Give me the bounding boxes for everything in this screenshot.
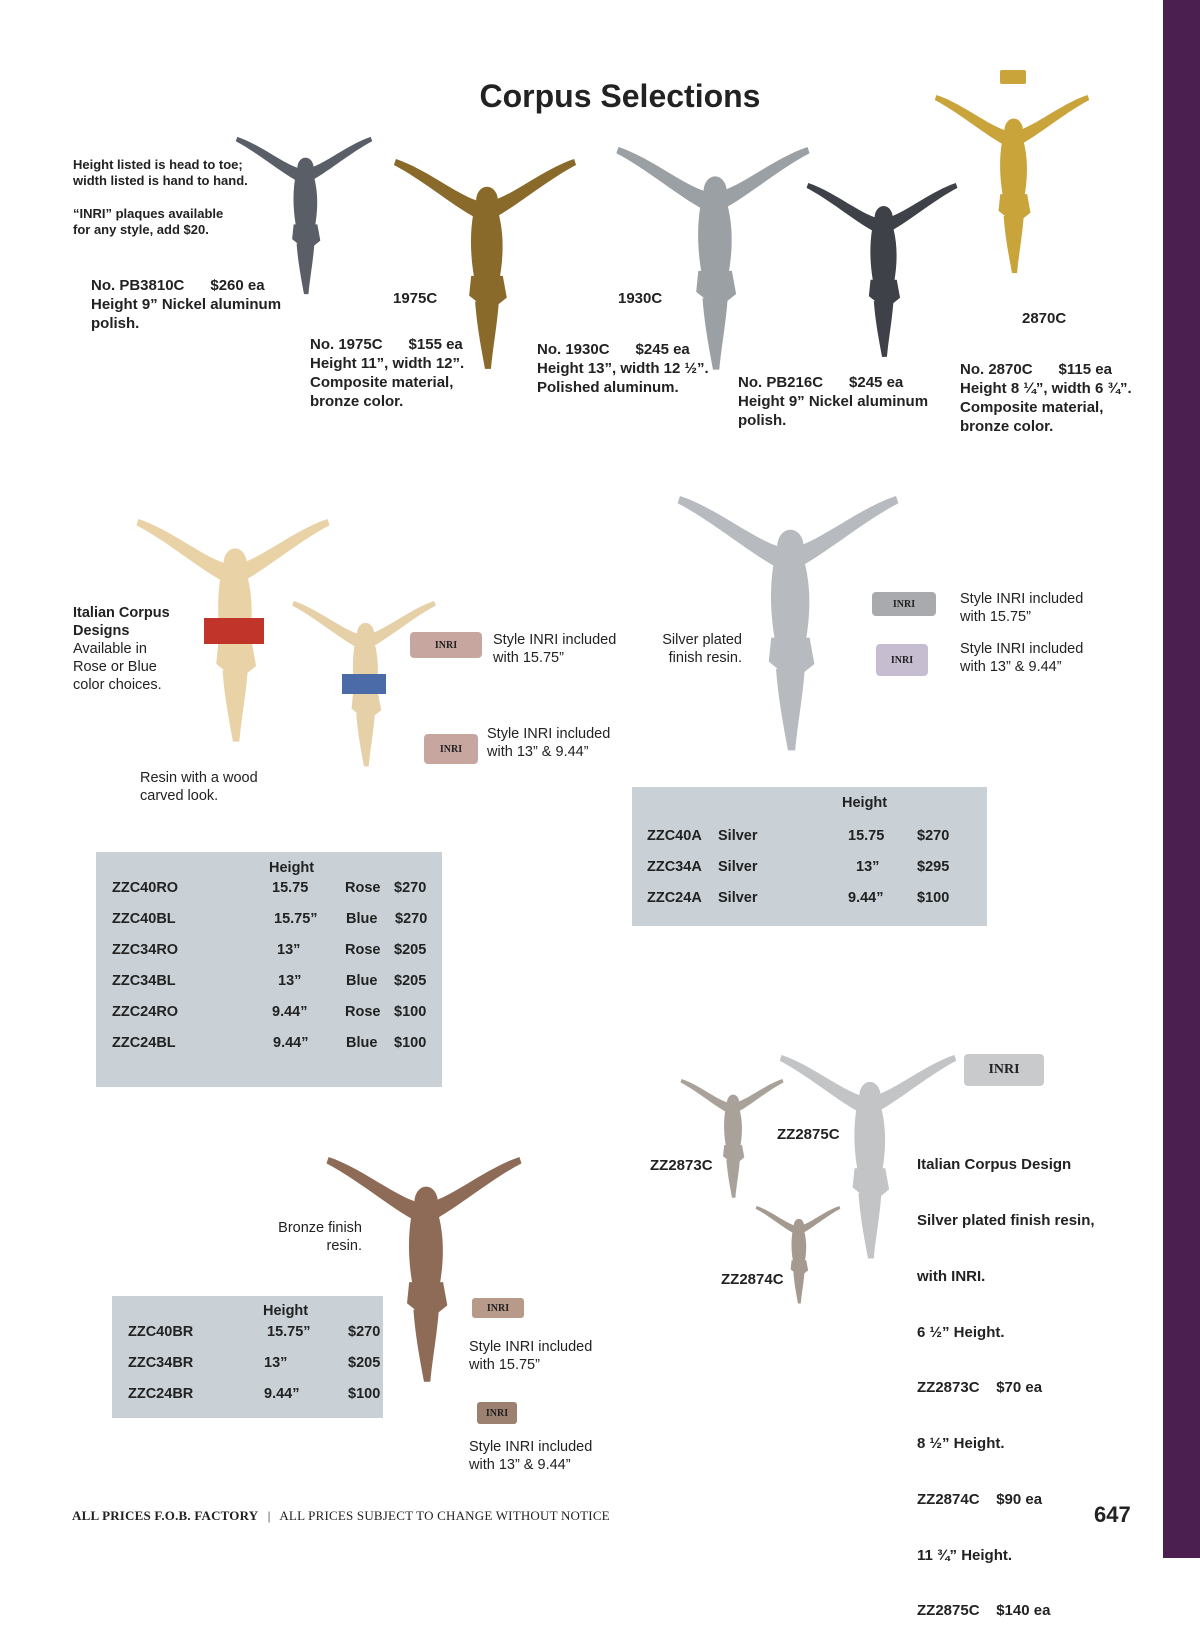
page-accent-sidebar xyxy=(1163,0,1200,1558)
bronze-inri-large-caption xyxy=(469,1338,592,1374)
cell-height: 9.44” xyxy=(264,1386,300,1402)
product-spec: Height 9” Nickel aluminum xyxy=(91,296,282,313)
cell-finish: Silver xyxy=(718,890,758,906)
product-spec: polish. xyxy=(738,412,787,429)
product-pb3810c xyxy=(91,276,281,333)
product-number: No. PB216C xyxy=(738,374,824,391)
caption-line: Resin with a wood xyxy=(140,770,258,786)
cell-price: $270 xyxy=(348,1324,381,1340)
inri-plaque-large-rose xyxy=(410,632,482,658)
section-heading: Italian Corpus xyxy=(73,605,170,621)
cell-height: 15.75 xyxy=(848,828,885,844)
caption-line: Style INRI included xyxy=(960,641,1084,657)
product-spec: polish. xyxy=(91,315,140,332)
inri-small-caption xyxy=(487,725,610,761)
caption-line: with 15.75” xyxy=(960,609,1031,625)
italian-price-table xyxy=(96,852,442,1087)
corpus-pb3810c-image xyxy=(226,122,382,300)
cell-color: Rose xyxy=(345,880,381,896)
product-spec: Composite material, xyxy=(960,399,1104,416)
product-2870c xyxy=(960,360,1132,436)
label-zz2875c: ZZ2875C xyxy=(777,1126,840,1143)
zz-line: 6 ½” Height. xyxy=(917,1323,1005,1341)
silver-price-table xyxy=(632,787,987,926)
wood-caption xyxy=(140,769,258,805)
product-spec: bronze color. xyxy=(960,418,1054,435)
inri-note xyxy=(73,206,223,238)
silver-inri-large-caption xyxy=(960,590,1083,626)
product-spec: bronze color. xyxy=(310,393,404,410)
product-number: No. 2870C xyxy=(960,361,1033,378)
section-desc: Available in xyxy=(73,641,147,657)
caption-line: Style INRI included xyxy=(487,726,611,742)
cell-color: Blue xyxy=(346,1035,378,1051)
cell-price: $205 xyxy=(394,942,427,958)
page-title: Corpus Selections xyxy=(479,78,761,114)
cell-code: ZZC24A xyxy=(647,890,702,906)
product-price: $115 ea xyxy=(1058,361,1112,378)
bronze-price-table xyxy=(112,1296,383,1418)
plaque-text: INRI xyxy=(890,654,914,666)
note-line: width listed is hand to hand. xyxy=(73,173,248,188)
cell-code: ZZC40RO xyxy=(112,880,179,896)
cell-price: $295 xyxy=(917,859,950,875)
label-1930c: 1930C xyxy=(618,290,663,307)
inri-plaque-2870c xyxy=(1000,70,1026,84)
product-price: $155 ea xyxy=(408,336,463,353)
product-spec: Composite material, xyxy=(310,374,454,391)
product-number: No. 1930C xyxy=(537,341,610,358)
caption-line: resin. xyxy=(326,1238,362,1254)
plaque-text: INRI xyxy=(434,639,458,651)
plaque-text: INRI xyxy=(439,743,463,755)
zz-line: ZZ2873C $70 ea xyxy=(917,1379,1043,1397)
bronze-caption xyxy=(276,1219,362,1255)
cell-code: ZZC34BR xyxy=(128,1355,194,1371)
cell-height: 13” xyxy=(277,942,301,958)
zz-line: with INRI. xyxy=(917,1267,986,1285)
inri-plaque-small-rose xyxy=(424,734,478,764)
footer-notice: ALL PRICES SUBJECT TO CHANGE WITHOUT NOTICE xyxy=(279,1508,610,1523)
plaque-text: INRI xyxy=(485,1407,509,1419)
cell-price: $270 xyxy=(917,828,950,844)
blue-loincloth xyxy=(342,674,386,694)
corpus-zz2874c-image xyxy=(752,1186,844,1318)
caption-line: Style INRI included xyxy=(469,1439,593,1455)
section-desc: Rose or Blue xyxy=(73,659,157,675)
cell-color: Rose xyxy=(345,1004,381,1020)
cell-color: Blue xyxy=(346,911,378,927)
silver-corpus-image xyxy=(668,468,908,764)
silver-caption xyxy=(660,631,742,667)
inri-plaque-large-bronze xyxy=(472,1298,524,1318)
table-header-height: Height xyxy=(842,795,888,811)
zz-line: 11 ¾” Height. xyxy=(917,1546,1013,1564)
cell-price: $205 xyxy=(394,973,427,989)
zz-line: ZZ2875C $140 ea xyxy=(917,1602,1051,1620)
cell-code: ZZC34A xyxy=(647,859,702,875)
zz-line: 8 ½” Height. xyxy=(917,1435,1005,1453)
cell-height: 15.75” xyxy=(274,911,318,927)
cell-code: ZZC40BR xyxy=(128,1324,194,1340)
label-zz2874c: ZZ2874C xyxy=(721,1271,784,1288)
plaque-text: INRI xyxy=(892,598,916,610)
cell-height: 9.44” xyxy=(848,890,884,906)
caption-line: with 15.75” xyxy=(493,650,564,666)
cell-price: $270 xyxy=(394,880,427,896)
plaque-text: INRI xyxy=(486,1302,510,1314)
zz-line: Silver plated finish resin, xyxy=(917,1211,1095,1229)
cell-code: ZZC34RO xyxy=(112,942,179,958)
product-1975c xyxy=(310,335,464,411)
cell-color: Rose xyxy=(345,942,381,958)
cell-height: 9.44” xyxy=(273,1035,309,1051)
table-header-height: Height xyxy=(269,860,315,876)
product-spec: Height 9” Nickel aluminum xyxy=(738,393,929,410)
product-spec: Height 11”, width 12”. xyxy=(310,355,465,372)
product-pb216c xyxy=(738,373,928,430)
cell-code: ZZC40A xyxy=(647,828,702,844)
cell-code: ZZC34BL xyxy=(112,973,176,989)
cell-height: 13” xyxy=(264,1355,288,1371)
cell-price: $100 xyxy=(394,1004,427,1020)
cell-color: Blue xyxy=(346,973,378,989)
silver-inri-small-caption xyxy=(960,640,1083,676)
product-price: $245 ea xyxy=(849,374,904,391)
label-zz2873c: ZZ2873C xyxy=(650,1157,713,1174)
inri-plaque-large-silver xyxy=(872,592,936,616)
note-line: Height listed is head to toe; xyxy=(73,157,243,172)
caption-line: Bronze finish xyxy=(278,1220,362,1236)
section-desc: color choices. xyxy=(73,677,162,693)
cell-height: 9.44” xyxy=(272,1004,308,1020)
product-spec: Height 8 ¼”, width 6 ¾”. xyxy=(960,380,1132,397)
page-number: 647 xyxy=(1094,1502,1131,1527)
caption-line: with 15.75” xyxy=(469,1357,540,1373)
inri-plaque-small-bronze xyxy=(477,1402,517,1424)
cell-height: 13” xyxy=(856,859,880,875)
product-spec: Polished aluminum. xyxy=(537,379,679,396)
cell-height: 15.75” xyxy=(267,1324,311,1340)
footer-fob: ALL PRICES F.O.B. FACTORY xyxy=(72,1508,259,1523)
cell-price: $205 xyxy=(348,1355,381,1371)
caption-line: Style INRI included xyxy=(493,632,617,648)
cell-finish: Silver xyxy=(718,859,758,875)
cell-code: ZZC24BL xyxy=(112,1035,176,1051)
bronze-inri-small-caption xyxy=(469,1438,592,1474)
caption-line: with 13” & 9.44” xyxy=(487,744,589,760)
cell-code: ZZC24RO xyxy=(112,1004,179,1020)
caption-line: Style INRI included xyxy=(469,1339,593,1355)
plaque-text: INRI xyxy=(988,1062,1020,1077)
label-1975c: 1975C xyxy=(393,290,438,307)
note-line: for any style, add $20. xyxy=(73,222,209,237)
cell-height: 15.75 xyxy=(272,880,309,896)
footer-separator: | xyxy=(267,1508,271,1523)
section-heading: Designs xyxy=(73,623,130,639)
italian-corpus-blue-image xyxy=(286,574,442,784)
cell-price: $100 xyxy=(917,890,950,906)
cell-code: ZZC40BL xyxy=(112,911,176,927)
caption-line: with 13” & 9.44” xyxy=(469,1457,571,1473)
zz-line: Italian Corpus Design xyxy=(917,1156,1072,1174)
caption-line: Silver plated xyxy=(662,632,742,648)
caption-line: with 13” & 9.44” xyxy=(960,659,1062,675)
cell-price: $100 xyxy=(394,1035,427,1051)
product-number: No. PB3810C xyxy=(91,277,185,294)
label-2870c: 2870C xyxy=(1022,310,1067,327)
caption-line: finish resin. xyxy=(668,650,742,666)
product-price: $245 ea xyxy=(635,341,690,358)
inri-large-caption xyxy=(493,631,616,667)
cell-code: ZZC24BR xyxy=(128,1386,194,1402)
caption-line: Style INRI included xyxy=(960,591,1084,607)
page-footer xyxy=(72,1508,610,1524)
caption-line: carved look. xyxy=(140,788,219,804)
product-price: $260 ea xyxy=(210,277,265,294)
inri-plaque-small-silver xyxy=(876,644,928,676)
zz-description xyxy=(917,1119,1095,1640)
cell-finish: Silver xyxy=(718,828,758,844)
table-header-height: Height xyxy=(263,1303,309,1319)
height-note xyxy=(73,157,248,189)
zz-line: ZZ2874C $90 ea xyxy=(917,1490,1043,1508)
cell-height: 13” xyxy=(278,973,302,989)
product-1930c xyxy=(537,340,709,397)
cell-price: $270 xyxy=(395,911,428,927)
rose-loincloth xyxy=(204,618,264,644)
product-spec: Height 13”, width 12 ½”. xyxy=(537,360,709,377)
note-line: “INRI” plaques available xyxy=(73,206,224,221)
cell-price: $100 xyxy=(348,1386,381,1402)
product-number: No. 1975C xyxy=(310,336,383,353)
inri-plaque-zz xyxy=(964,1054,1044,1086)
corpus-2870c-image xyxy=(928,66,1096,292)
